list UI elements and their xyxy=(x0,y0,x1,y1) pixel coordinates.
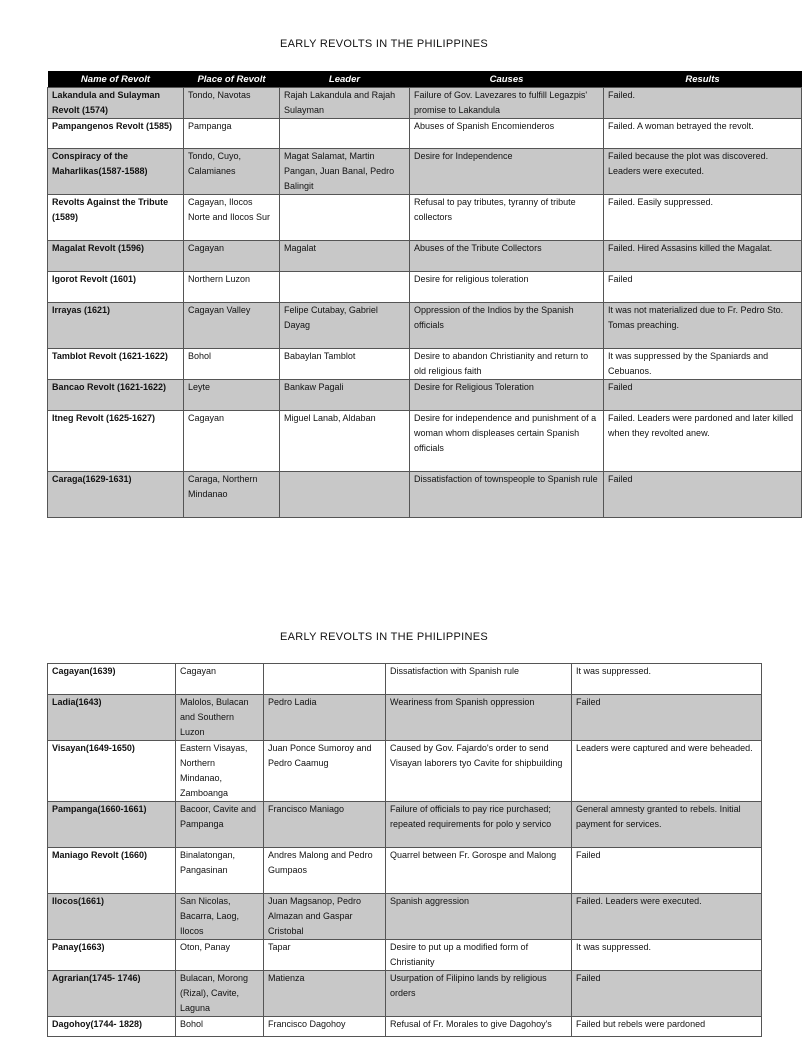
cell-results: It was suppressed. xyxy=(572,940,762,971)
cell-causes: Desire for religious toleration xyxy=(410,272,604,303)
cell-results: Failed. Easily suppressed. xyxy=(604,195,802,241)
cell-causes: Refusal of Fr. Morales to give Dagohoy's xyxy=(386,1017,572,1037)
cell-results: Failed xyxy=(604,472,802,518)
header-results: Results xyxy=(604,71,802,88)
cell-place: Cagayan xyxy=(184,241,280,272)
cell-causes: Caused by Gov. Fajardo's order to send Visayan laborers tyo Cavite for shipbuilding xyxy=(386,741,572,802)
cell-place: Leyte xyxy=(184,380,280,411)
cell-place: San Nicolas, Bacarra, Laog, Ilocos xyxy=(176,894,264,940)
cell-place: Cagayan xyxy=(184,411,280,472)
cell-causes: Usurpation of Filipino lands by religious orders xyxy=(386,971,572,1017)
cell-name: Revolts Against the Tribute (1589) xyxy=(48,195,184,241)
cell-name: Tamblot Revolt (1621-1622) xyxy=(48,349,184,380)
table-row xyxy=(48,241,802,272)
cell-name: Irrayas (1621) xyxy=(48,303,184,349)
cell-leader: Andres Malong and Pedro Gumpaos xyxy=(264,848,386,894)
table-row xyxy=(48,940,762,971)
cell-results: Failed. Leaders were executed. xyxy=(572,894,762,940)
cell-causes: Refusal to pay tributes, tyranny of tribute collectors xyxy=(410,195,604,241)
cell-results: General amnesty granted to rebels. Initial payment for services. xyxy=(572,802,762,848)
cell-leader: Miguel Lanab, Aldaban xyxy=(280,411,410,472)
cell-place: Caraga, Northern Mindanao xyxy=(184,472,280,518)
cell-name: Cagayan(1639) xyxy=(48,664,176,695)
cell-place: Cagayan Valley xyxy=(184,303,280,349)
cell-causes: Desire to abandon Christianity and return to old religious faith xyxy=(410,349,604,380)
cell-leader: Juan Magsanop, Pedro Almazan and Gaspar Cristobal xyxy=(264,894,386,940)
cell-results: Failed xyxy=(604,272,802,303)
table-row xyxy=(48,195,802,241)
cell-results: Failed. Hired Assasins killed the Magalat. xyxy=(604,241,802,272)
cell-place: Cagayan xyxy=(176,664,264,695)
cell-results: Failed but rebels were pardoned xyxy=(572,1017,762,1037)
table-row xyxy=(48,695,762,741)
table-row xyxy=(48,848,762,894)
cell-causes: Dissatisfaction with Spanish rule xyxy=(386,664,572,695)
table-header-row xyxy=(48,71,802,88)
cell-results: Failed. Leaders were pardoned and later killed when they revolted anew. xyxy=(604,411,802,472)
cell-leader xyxy=(280,119,410,149)
header-leader: Leader xyxy=(280,71,410,88)
cell-leader: Tapar xyxy=(264,940,386,971)
cell-causes: Spanish aggression xyxy=(386,894,572,940)
cell-results: Failed xyxy=(572,695,762,741)
cell-causes: Failure of Gov. Lavezares to fulfill Legazpis' promise to Lakandula xyxy=(410,88,604,119)
cell-place: Malolos, Bulacan and Southern Luzon xyxy=(176,695,264,741)
table-row xyxy=(48,802,762,848)
cell-leader xyxy=(264,664,386,695)
cell-name: Ladia(1643) xyxy=(48,695,176,741)
cell-causes: Oppression of the Indios by the Spanish officials xyxy=(410,303,604,349)
cell-causes: Desire to put up a modified form of Christianity xyxy=(386,940,572,971)
cell-causes: Failure of officials to pay rice purchased; repeated requirements for polo y servico xyxy=(386,802,572,848)
cell-leader xyxy=(280,195,410,241)
table-row xyxy=(48,472,802,518)
cell-causes: Desire for independence and punishment of a woman whom displeases certain Spanish officials xyxy=(410,411,604,472)
cell-results: Failed because the plot was discovered. Leaders were executed. xyxy=(604,149,802,195)
cell-leader: Rajah Lakandula and Rajah Sulayman xyxy=(280,88,410,119)
cell-name: Pampanga(1660-1661) xyxy=(48,802,176,848)
cell-causes: Weariness from Spanish oppression xyxy=(386,695,572,741)
cell-causes: Quarrel between Fr. Gorospe and Malong xyxy=(386,848,572,894)
table-row xyxy=(48,664,762,695)
table-row xyxy=(48,349,802,380)
cell-results: Failed xyxy=(572,971,762,1017)
cell-leader: Francisco Dagohoy xyxy=(264,1017,386,1037)
cell-name: Maniago Revolt (1660) xyxy=(48,848,176,894)
cell-name: Itneg Revolt (1625-1627) xyxy=(48,411,184,472)
table-row xyxy=(48,894,762,940)
cell-results: Failed. A woman betrayed the revolt. xyxy=(604,119,802,149)
cell-causes: Abuses of Spanish Encomienderos xyxy=(410,119,604,149)
cell-leader: Felipe Cutabay, Gabriel Dayag xyxy=(280,303,410,349)
cell-results: Leaders were captured and were beheaded. xyxy=(572,741,762,802)
cell-name: Agrarian(1745- 1746) xyxy=(48,971,176,1017)
cell-place: Binalatongan, Pangasinan xyxy=(176,848,264,894)
cell-place: Bohol xyxy=(176,1017,264,1037)
cell-leader: Francisco Maniago xyxy=(264,802,386,848)
table-row xyxy=(48,971,762,1017)
cell-leader: Bankaw Pagali xyxy=(280,380,410,411)
header-place: Place of Revolt xyxy=(184,71,280,88)
cell-name: Visayan(1649-1650) xyxy=(48,741,176,802)
table-row xyxy=(48,88,802,119)
cell-place: Eastern Visayas, Northern Mindanao, Zamboanga xyxy=(176,741,264,802)
cell-place: Northern Luzon xyxy=(184,272,280,303)
cell-results: Failed xyxy=(572,848,762,894)
cell-results: It was not materialized due to Fr. Pedro Sto. Tomas preaching. xyxy=(604,303,802,349)
revolts-table-bottom xyxy=(47,663,762,1037)
table-row xyxy=(48,1017,762,1037)
cell-leader: Matienza xyxy=(264,971,386,1017)
header-name: Name of Revolt xyxy=(48,71,184,88)
table-row xyxy=(48,119,802,149)
cell-causes: Desire for Independence xyxy=(410,149,604,195)
cell-results: It was suppressed by the Spaniards and Cebuanos. xyxy=(604,349,802,380)
cell-name: Bancao Revolt (1621-1622) xyxy=(48,380,184,411)
cell-name: Magalat Revolt (1596) xyxy=(48,241,184,272)
cell-results: Failed xyxy=(604,380,802,411)
table-row xyxy=(48,303,802,349)
cell-leader: Magalat xyxy=(280,241,410,272)
cell-name: Dagohoy(1744- 1828) xyxy=(48,1017,176,1037)
cell-name: Igorot Revolt (1601) xyxy=(48,272,184,303)
cell-place: Pampanga xyxy=(184,119,280,149)
cell-place: Cagayan, Ilocos Norte and Ilocos Sur xyxy=(184,195,280,241)
cell-causes: Abuses of the Tribute Collectors xyxy=(410,241,604,272)
cell-place: Tondo, Navotas xyxy=(184,88,280,119)
cell-leader xyxy=(280,472,410,518)
page-title-bottom: EARLY REVOLTS IN THE PHILIPPINES xyxy=(279,631,489,643)
cell-leader: Magat Salamat, Martin Pangan, Juan Banal, Pedro Balingit xyxy=(280,149,410,195)
cell-name: Pampangenos Revolt (1585) xyxy=(48,119,184,149)
table-row xyxy=(48,149,802,195)
cell-results: It was suppressed. xyxy=(572,664,762,695)
revolts-table-top xyxy=(47,71,802,518)
cell-place: Bacoor, Cavite and Pampanga xyxy=(176,802,264,848)
cell-leader: Babaylan Tamblot xyxy=(280,349,410,380)
table-row xyxy=(48,380,802,411)
table-row xyxy=(48,411,802,472)
cell-name: Conspiracy of the Maharlikas(1587-1588) xyxy=(48,149,184,195)
cell-place: Bulacan, Morong (Rizal), Cavite, Laguna xyxy=(176,971,264,1017)
cell-leader xyxy=(280,272,410,303)
table-row xyxy=(48,272,802,303)
cell-causes: Desire for Religious Toleration xyxy=(410,380,604,411)
cell-leader: Juan Ponce Sumoroy and Pedro Caamug xyxy=(264,741,386,802)
cell-causes: Dissatisfaction of townspeople to Spanish rule xyxy=(410,472,604,518)
cell-place: Tondo, Cuyo, Calamianes xyxy=(184,149,280,195)
table-row xyxy=(48,741,762,802)
cell-place: Oton, Panay xyxy=(176,940,264,971)
cell-leader: Pedro Ladia xyxy=(264,695,386,741)
cell-name: Ilocos(1661) xyxy=(48,894,176,940)
page-title-top: EARLY REVOLTS IN THE PHILIPPINES xyxy=(279,38,489,50)
cell-name: Lakandula and Sulayman Revolt (1574) xyxy=(48,88,184,119)
header-causes: Causes xyxy=(410,71,604,88)
cell-name: Panay(1663) xyxy=(48,940,176,971)
cell-name: Caraga(1629-1631) xyxy=(48,472,184,518)
cell-results: Failed. xyxy=(604,88,802,119)
cell-place: Bohol xyxy=(184,349,280,380)
